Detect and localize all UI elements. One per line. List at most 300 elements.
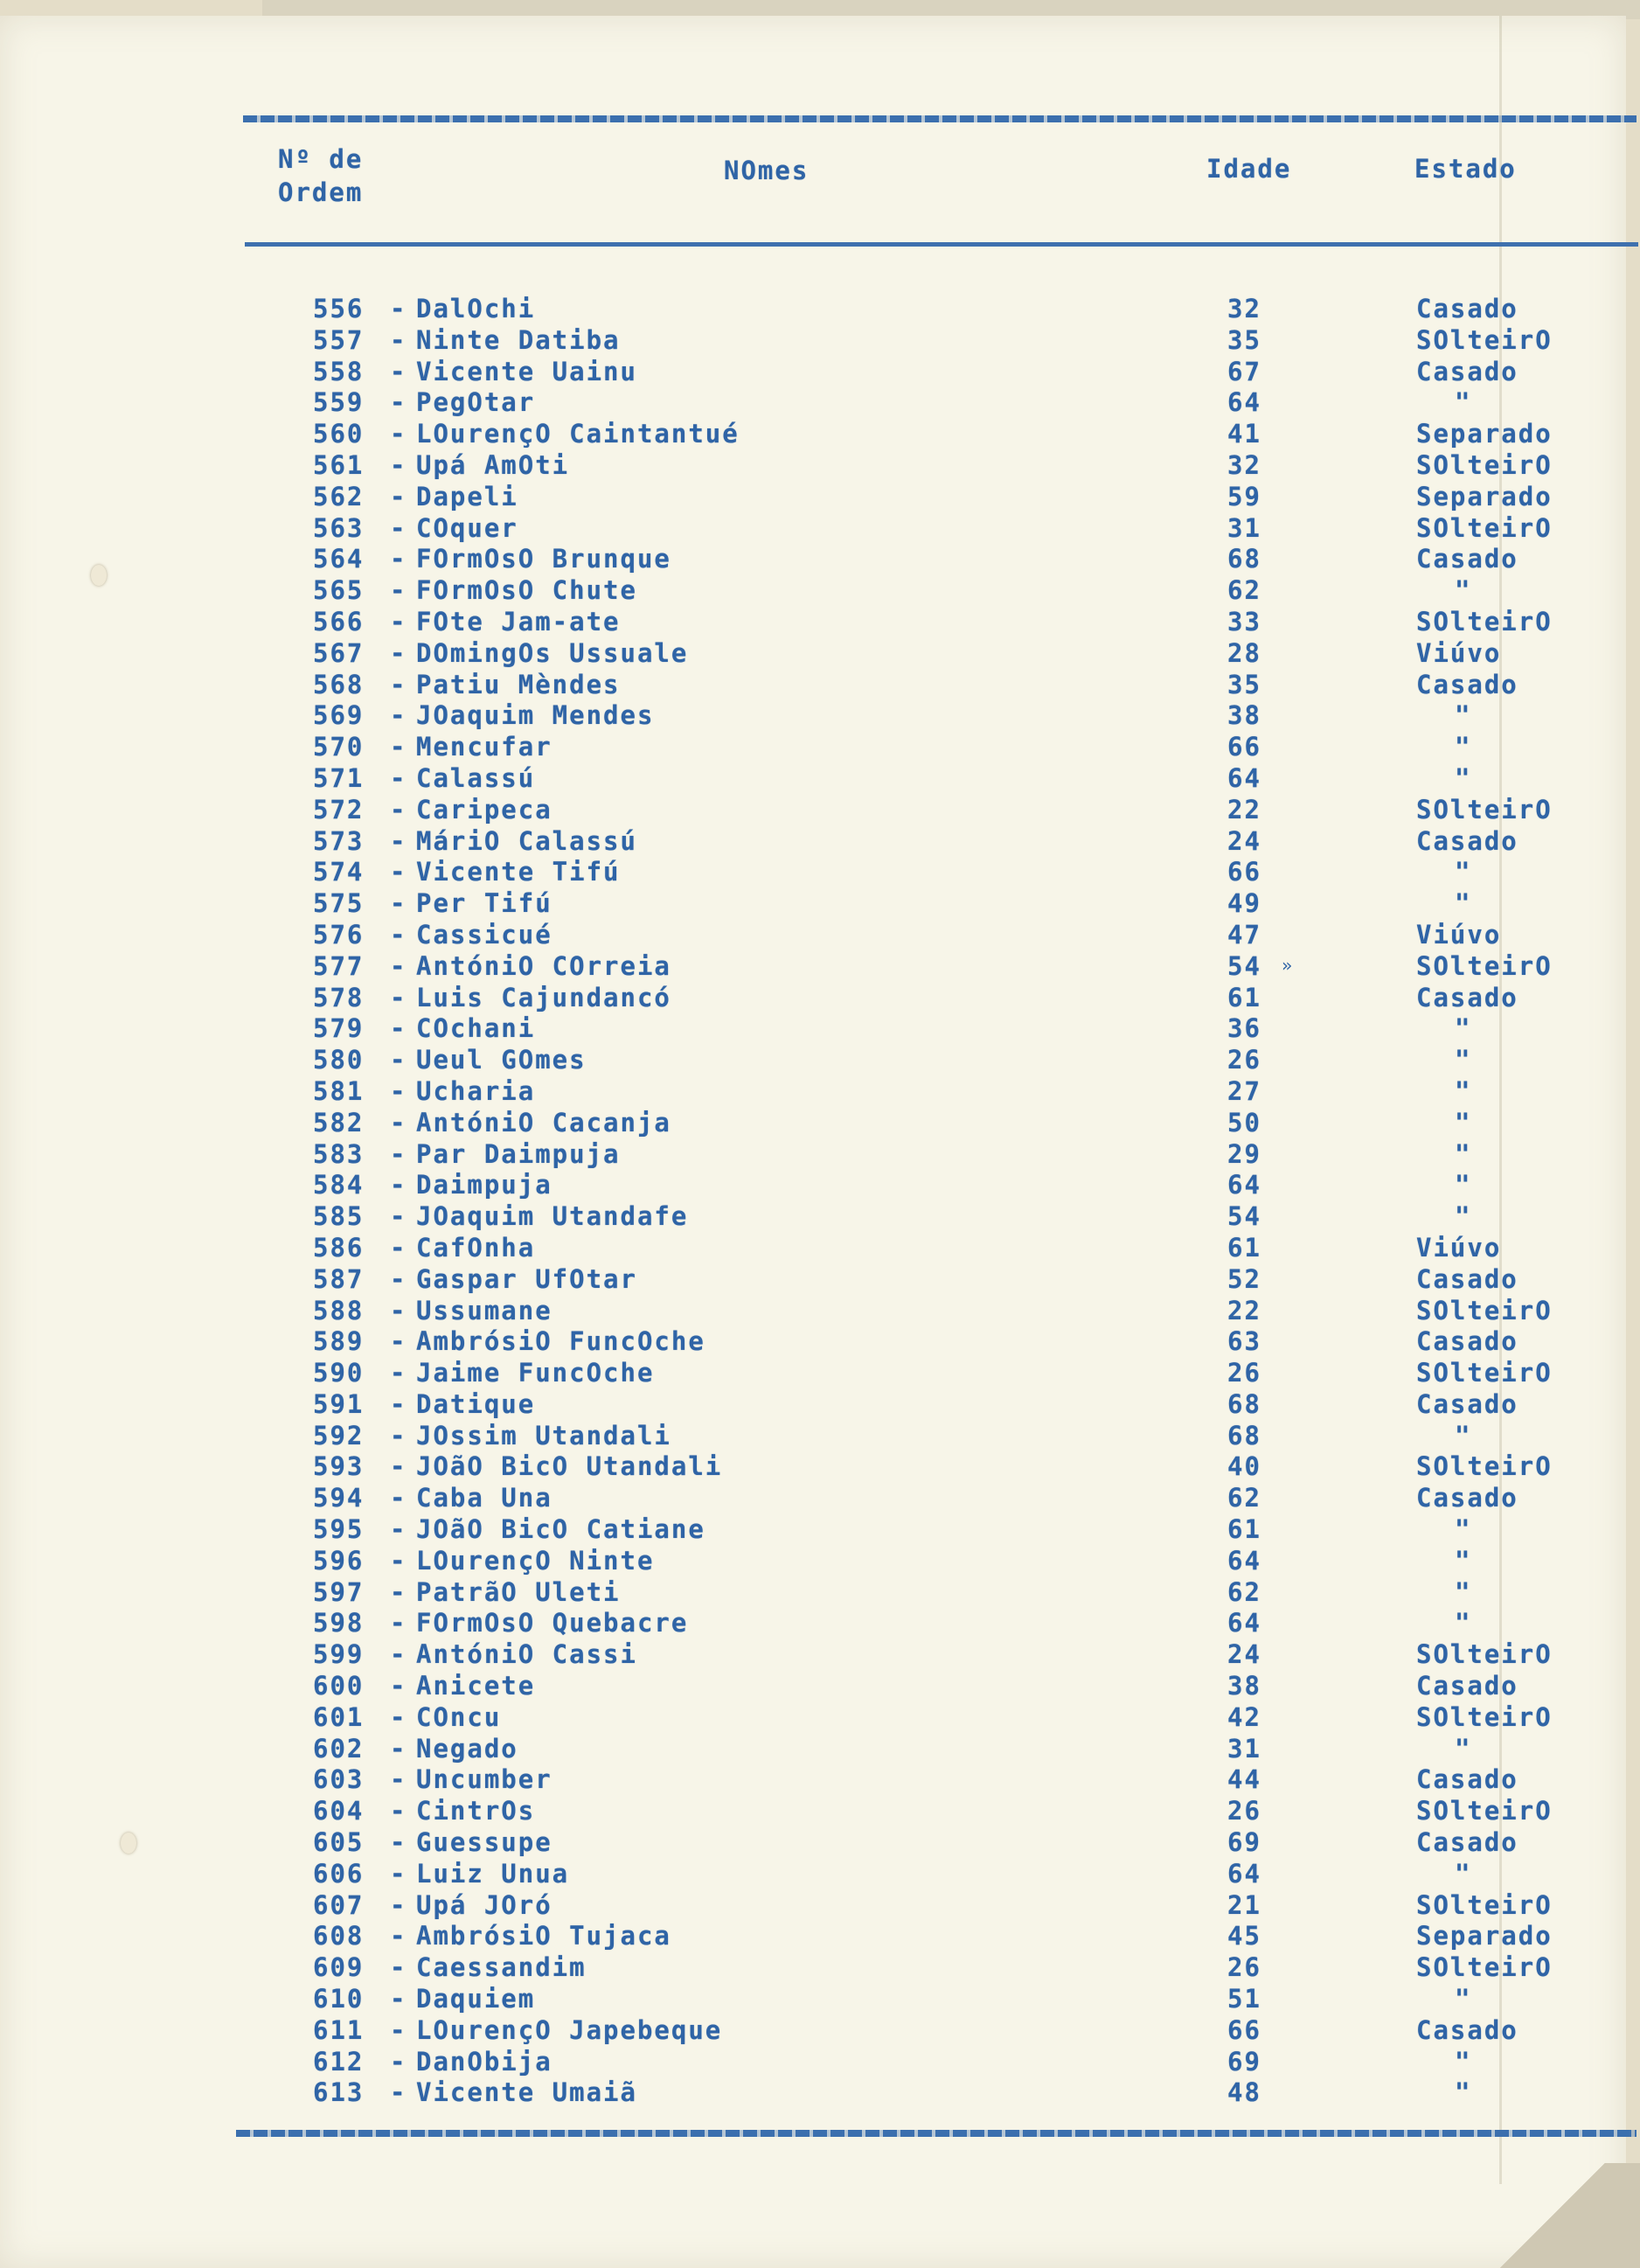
row-dash: -: [390, 1107, 407, 1137]
row-number: 582: [313, 1107, 365, 1137]
table-row: [0, 1984, 1640, 2015]
row-status: Separado: [1416, 1921, 1553, 1951]
row-age: 59: [1227, 481, 1261, 511]
row-number: 594: [313, 1483, 365, 1513]
row-dash: -: [390, 1170, 407, 1200]
row-age: 50: [1227, 1107, 1261, 1137]
row-age: 54: [1227, 950, 1261, 981]
row-dash: -: [390, 1764, 407, 1795]
row-number: 602: [313, 1733, 365, 1764]
row-dash: -: [390, 575, 407, 606]
row-name: Dapeli: [416, 481, 518, 511]
row-age: 49: [1227, 888, 1261, 919]
row-status: SOlteirO: [1416, 1889, 1553, 1920]
table-row: [0, 1890, 1640, 1922]
row-age: 64: [1227, 1858, 1261, 1889]
row-status: Casado: [1416, 982, 1518, 1012]
row-name: Ussumane: [416, 1295, 552, 1325]
row-age: 68: [1227, 544, 1261, 574]
row-status: SOlteirO: [1416, 1796, 1553, 1826]
row-name: Ucharia: [416, 1075, 536, 1106]
table-row: [0, 1702, 1640, 1734]
row-status: Separado: [1416, 481, 1553, 511]
row-dash: -: [390, 387, 407, 418]
row-name: Par Daimpuja: [416, 1138, 621, 1169]
row-number: 592: [313, 1420, 365, 1451]
table-row: [0, 357, 1640, 388]
row-dash: -: [390, 1232, 407, 1263]
row-dash: -: [390, 1483, 407, 1513]
table-row: [0, 1201, 1640, 1233]
row-number: 565: [313, 575, 365, 606]
row-number: 575: [313, 888, 365, 919]
row-dash: -: [390, 2046, 407, 2077]
row-name: Gaspar UfOtar: [416, 1263, 637, 1294]
header-estado: Estado: [1414, 154, 1517, 184]
row-number: 560: [313, 419, 365, 449]
table-row: [0, 1608, 1640, 1639]
row-age: 21: [1227, 1889, 1261, 1920]
row-status: Casado: [1416, 669, 1518, 699]
row-status: SOlteirO: [1416, 1952, 1553, 1983]
row-name: JOaquim Mendes: [416, 700, 655, 731]
row-name: AntóniO Cacanja: [416, 1107, 671, 1137]
row-name: Uncumber: [416, 1764, 552, 1795]
row-name: PegOtar: [416, 387, 536, 418]
row-age: 32: [1227, 449, 1261, 480]
row-number: 567: [313, 637, 365, 668]
row-name: Guessupe: [416, 1827, 552, 1858]
row-status: ": [1455, 1138, 1472, 1169]
row-age: 51: [1227, 1984, 1261, 2014]
table-row: [0, 983, 1640, 1014]
row-age: 52: [1227, 1263, 1261, 1294]
row-status: Casado: [1416, 2014, 1518, 2045]
row-name: COquer: [416, 512, 518, 543]
row-status: Casado: [1416, 294, 1518, 324]
row-status: SOlteirO: [1416, 449, 1553, 480]
row-number: 576: [313, 919, 365, 950]
register-table: [0, 294, 1640, 2109]
row-status: ": [1455, 1858, 1472, 1889]
row-age: 69: [1227, 1827, 1261, 1858]
row-number: 572: [313, 794, 365, 824]
row-status: Viúvo: [1416, 919, 1502, 950]
row-age: 32: [1227, 294, 1261, 324]
row-status: SOlteirO: [1416, 512, 1553, 543]
row-name: Mencufar: [416, 732, 552, 762]
row-status: SOlteirO: [1416, 324, 1553, 355]
row-number: 591: [313, 1388, 365, 1419]
row-dash: -: [390, 888, 407, 919]
table-row: [0, 1546, 1640, 1577]
row-name: Datique: [416, 1388, 536, 1419]
row-age: 31: [1227, 512, 1261, 543]
table-row: [0, 1076, 1640, 1108]
table-row: [0, 1796, 1640, 1827]
row-age: 61: [1227, 1514, 1261, 1545]
row-number: 559: [313, 387, 365, 418]
row-status: Casado: [1416, 1483, 1518, 1513]
table-row: [0, 920, 1640, 951]
row-number: 569: [313, 700, 365, 731]
table-row: [0, 826, 1640, 858]
row-status: Casado: [1416, 1671, 1518, 1701]
row-number: 603: [313, 1764, 365, 1795]
table-row: [0, 294, 1640, 325]
row-status: ": [1455, 762, 1472, 793]
row-dash: -: [390, 512, 407, 543]
row-dash: -: [390, 1388, 407, 1419]
row-status: Casado: [1416, 356, 1518, 386]
row-name: Caessandim: [416, 1952, 587, 1983]
row-number: 590: [313, 1358, 365, 1388]
row-name: FOrmOsO Chute: [416, 575, 637, 606]
paper-corner: [1465, 2163, 1640, 2268]
row-dash: -: [390, 1671, 407, 1701]
row-dash: -: [390, 637, 407, 668]
row-dash: -: [390, 1827, 407, 1858]
table-row: [0, 1108, 1640, 1139]
row-number: 600: [313, 1671, 365, 1701]
row-name: CafOnha: [416, 1232, 536, 1263]
table-row: [0, 2077, 1640, 2109]
row-dash: -: [390, 1138, 407, 1169]
row-age: 64: [1227, 1170, 1261, 1200]
row-age: 66: [1227, 2014, 1261, 2045]
row-number: 574: [313, 857, 365, 887]
row-age: 36: [1227, 1013, 1261, 1044]
row-name: PatrãO Uleti: [416, 1576, 621, 1607]
row-name: Vicente Tifú: [416, 857, 621, 887]
row-dash: -: [390, 732, 407, 762]
table-row: [0, 1045, 1640, 1076]
row-status: ": [1455, 1107, 1472, 1137]
row-dash: -: [390, 1451, 407, 1482]
row-name: FOrmOsO Brunque: [416, 544, 671, 574]
row-status: ": [1455, 1013, 1472, 1044]
row-dash: -: [390, 1796, 407, 1826]
row-status: ": [1455, 1420, 1472, 1451]
row-number: 593: [313, 1451, 365, 1482]
row-number: 606: [313, 1858, 365, 1889]
row-number: 611: [313, 2014, 365, 2045]
row-number: 598: [313, 1608, 365, 1638]
row-dash: -: [390, 294, 407, 324]
row-name: LOurençO Ninte: [416, 1545, 655, 1576]
table-row: [0, 1952, 1640, 1984]
row-age: 44: [1227, 1764, 1261, 1795]
row-dash: -: [390, 1608, 407, 1638]
row-dash: -: [390, 544, 407, 574]
row-age: 64: [1227, 762, 1261, 793]
row-status: SOlteirO: [1416, 606, 1553, 637]
row-name: Ueul GOmes: [416, 1045, 587, 1075]
row-name: Ninte Datiba: [416, 324, 621, 355]
row-dash: -: [390, 419, 407, 449]
table-row: [0, 763, 1640, 795]
table-row: [0, 1326, 1640, 1358]
row-age: 47: [1227, 919, 1261, 950]
row-age: 62: [1227, 1576, 1261, 1607]
row-name: Calassú: [416, 762, 536, 793]
row-number: 579: [313, 1013, 365, 1044]
table-row: [0, 419, 1640, 450]
row-status: SOlteirO: [1416, 1701, 1553, 1732]
row-age: 26: [1227, 1952, 1261, 1983]
row-number: 587: [313, 1263, 365, 1294]
table-row: [0, 1139, 1640, 1171]
row-number: 601: [313, 1701, 365, 1732]
row-status: ": [1455, 1545, 1472, 1576]
row-name: AmbrósiO FuncOche: [416, 1326, 705, 1357]
row-dash: -: [390, 1858, 407, 1889]
table-row: [0, 1296, 1640, 1327]
row-status: ": [1455, 1984, 1472, 2014]
row-dash: -: [390, 794, 407, 824]
row-age: 63: [1227, 1326, 1261, 1357]
table-row: [0, 2015, 1640, 2047]
row-age: 26: [1227, 1045, 1261, 1075]
table-row: [0, 387, 1640, 419]
row-age: 68: [1227, 1420, 1261, 1451]
row-name: JOãO BicO Utandali: [416, 1451, 723, 1482]
row-status: ": [1455, 2046, 1472, 2077]
row-dash: -: [390, 1733, 407, 1764]
row-number: 571: [313, 762, 365, 793]
row-dash: -: [390, 1326, 407, 1357]
header-ordem: Nº de Ordem: [278, 144, 364, 207]
row-name: Cassicué: [416, 919, 552, 950]
row-age: 62: [1227, 575, 1261, 606]
row-number: 610: [313, 1984, 365, 2014]
row-age: 26: [1227, 1796, 1261, 1826]
row-dash: -: [390, 669, 407, 699]
row-dash: -: [390, 1358, 407, 1388]
table-row: [0, 1734, 1640, 1765]
row-age: 28: [1227, 637, 1261, 668]
row-age: 24: [1227, 1639, 1261, 1670]
table-row: [0, 1859, 1640, 1890]
row-number: 581: [313, 1075, 365, 1106]
row-name: Daquiem: [416, 1984, 536, 2014]
row-age: 22: [1227, 794, 1261, 824]
row-age: 66: [1227, 857, 1261, 887]
row-status: ": [1455, 888, 1472, 919]
table-row: [0, 1671, 1640, 1702]
row-status: ": [1455, 732, 1472, 762]
row-status: Casado: [1416, 1764, 1518, 1795]
row-dash: -: [390, 1545, 407, 1576]
row-status: ": [1455, 387, 1472, 418]
row-name: Per Tifú: [416, 888, 552, 919]
row-age: 33: [1227, 606, 1261, 637]
row-name: COncu: [416, 1701, 502, 1732]
row-age: 38: [1227, 700, 1261, 731]
table-row: [0, 513, 1640, 545]
row-status: ": [1455, 1170, 1472, 1200]
table-row: [0, 575, 1640, 607]
row-age: 26: [1227, 1358, 1261, 1388]
row-name: JOaquim Utandafe: [416, 1201, 689, 1232]
row-dash: -: [390, 1013, 407, 1044]
row-dash: -: [390, 2014, 407, 2045]
row-name: MáriO Calassú: [416, 825, 637, 856]
row-status: Casado: [1416, 1388, 1518, 1419]
table-row: [0, 1233, 1640, 1264]
row-number: 563: [313, 512, 365, 543]
row-number: 584: [313, 1170, 365, 1200]
table-row: [0, 544, 1640, 575]
row-number: 599: [313, 1639, 365, 1670]
row-age: 61: [1227, 982, 1261, 1012]
row-status: Viúvo: [1416, 637, 1502, 668]
row-age: 38: [1227, 1671, 1261, 1701]
row-number: 580: [313, 1045, 365, 1075]
row-age: 35: [1227, 669, 1261, 699]
row-name: Caba Una: [416, 1483, 552, 1513]
row-status: SOlteirO: [1416, 1358, 1553, 1388]
row-status: SOlteirO: [1416, 1295, 1553, 1325]
row-age: 54: [1227, 1201, 1261, 1232]
table-row: [0, 1577, 1640, 1609]
row-number: 589: [313, 1326, 365, 1357]
row-dash: -: [390, 481, 407, 511]
header-idade: Idade: [1206, 154, 1292, 184]
row-status: Casado: [1416, 825, 1518, 856]
row-number: 597: [313, 1576, 365, 1607]
row-number: 586: [313, 1232, 365, 1263]
row-number: 583: [313, 1138, 365, 1169]
row-name: AmbrósiO Tujaca: [416, 1921, 671, 1951]
row-status: ": [1455, 1733, 1472, 1764]
row-number: 612: [313, 2046, 365, 2077]
row-status: Casado: [1416, 1326, 1518, 1357]
row-name: Jaime FuncOche: [416, 1358, 655, 1388]
row-age: 62: [1227, 1483, 1261, 1513]
row-status: ": [1455, 1608, 1472, 1638]
row-name: AntóniO Cassi: [416, 1639, 637, 1670]
row-dash: -: [390, 1263, 407, 1294]
row-number: 556: [313, 294, 365, 324]
row-number: 564: [313, 544, 365, 574]
row-number: 596: [313, 1545, 365, 1576]
table-row: [0, 1013, 1640, 1045]
row-age: 40: [1227, 1451, 1261, 1482]
row-name: Vicente Umaiã: [416, 2077, 637, 2108]
row-number: 568: [313, 669, 365, 699]
row-age: 42: [1227, 1701, 1261, 1732]
table-row: [0, 1764, 1640, 1796]
row-name: Luis Cajundancó: [416, 982, 671, 1012]
row-status: Viúvo: [1416, 1232, 1502, 1263]
row-name: Negado: [416, 1733, 518, 1764]
row-name: FOrmOsO Quebacre: [416, 1608, 689, 1638]
row-name: Anicete: [416, 1671, 536, 1701]
row-age: 31: [1227, 1733, 1261, 1764]
table-row: [0, 1421, 1640, 1452]
row-dash: -: [390, 606, 407, 637]
table-row: [0, 450, 1640, 482]
table-row: [0, 1358, 1640, 1389]
row-name: Caripeca: [416, 794, 552, 824]
row-dash: -: [390, 1514, 407, 1545]
row-age: 41: [1227, 419, 1261, 449]
row-number: 562: [313, 481, 365, 511]
table-row: [0, 888, 1640, 920]
row-status: ": [1455, 2077, 1472, 2108]
row-dash: -: [390, 356, 407, 386]
row-dash: -: [390, 449, 407, 480]
row-number: 585: [313, 1201, 365, 1232]
row-name: LOurençO Japebeque: [416, 2014, 723, 2045]
row-number: 558: [313, 356, 365, 386]
row-dash: -: [390, 1984, 407, 2014]
table-row: [0, 732, 1640, 763]
row-number: 605: [313, 1827, 365, 1858]
top-rule: [243, 115, 1637, 122]
table-row: [0, 607, 1640, 638]
row-dash: -: [390, 1889, 407, 1920]
table-row: [0, 482, 1640, 513]
row-dash: -: [390, 1075, 407, 1106]
row-dash: -: [390, 950, 407, 981]
row-name: Upá AmOti: [416, 449, 570, 480]
row-status: Casado: [1416, 1827, 1518, 1858]
row-dash: -: [390, 919, 407, 950]
row-age: 29: [1227, 1138, 1261, 1169]
bottom-rule: [236, 2130, 1637, 2137]
row-name: Luiz Unua: [416, 1858, 570, 1889]
row-age: 27: [1227, 1075, 1261, 1106]
row-status: ": [1455, 700, 1472, 731]
table-row: [0, 1827, 1640, 1859]
table-row: [0, 1451, 1640, 1483]
row-age: 64: [1227, 1545, 1261, 1576]
row-name: DalOchi: [416, 294, 536, 324]
row-name: COchani: [416, 1013, 536, 1044]
row-dash: -: [390, 1295, 407, 1325]
row-status: ": [1455, 1576, 1472, 1607]
row-age: 66: [1227, 732, 1261, 762]
row-number: 561: [313, 449, 365, 480]
row-age: 64: [1227, 387, 1261, 418]
table-row: [0, 700, 1640, 732]
row-number: 609: [313, 1952, 365, 1983]
header-rule: [245, 242, 1638, 247]
row-number: 613: [313, 2077, 365, 2108]
row-age: 35: [1227, 324, 1261, 355]
row-dash: -: [390, 2077, 407, 2108]
row-number: 588: [313, 1295, 365, 1325]
row-number: 557: [313, 324, 365, 355]
table-row: [0, 670, 1640, 701]
table-row: [0, 1921, 1640, 1952]
row-dash: -: [390, 825, 407, 856]
row-status: SOlteirO: [1416, 1639, 1553, 1670]
row-age: 61: [1227, 1232, 1261, 1263]
row-age: 45: [1227, 1921, 1261, 1951]
row-status: SOlteirO: [1416, 950, 1553, 981]
row-age: 69: [1227, 2046, 1261, 2077]
row-name: DOmingOs Ussuale: [416, 637, 689, 668]
table-row: [0, 1389, 1640, 1421]
row-status: ": [1455, 1075, 1472, 1106]
table-row: [0, 951, 1640, 983]
row-name: AntóniO COrreia: [416, 950, 671, 981]
row-status: Casado: [1416, 1263, 1518, 1294]
row-age: 22: [1227, 1295, 1261, 1325]
